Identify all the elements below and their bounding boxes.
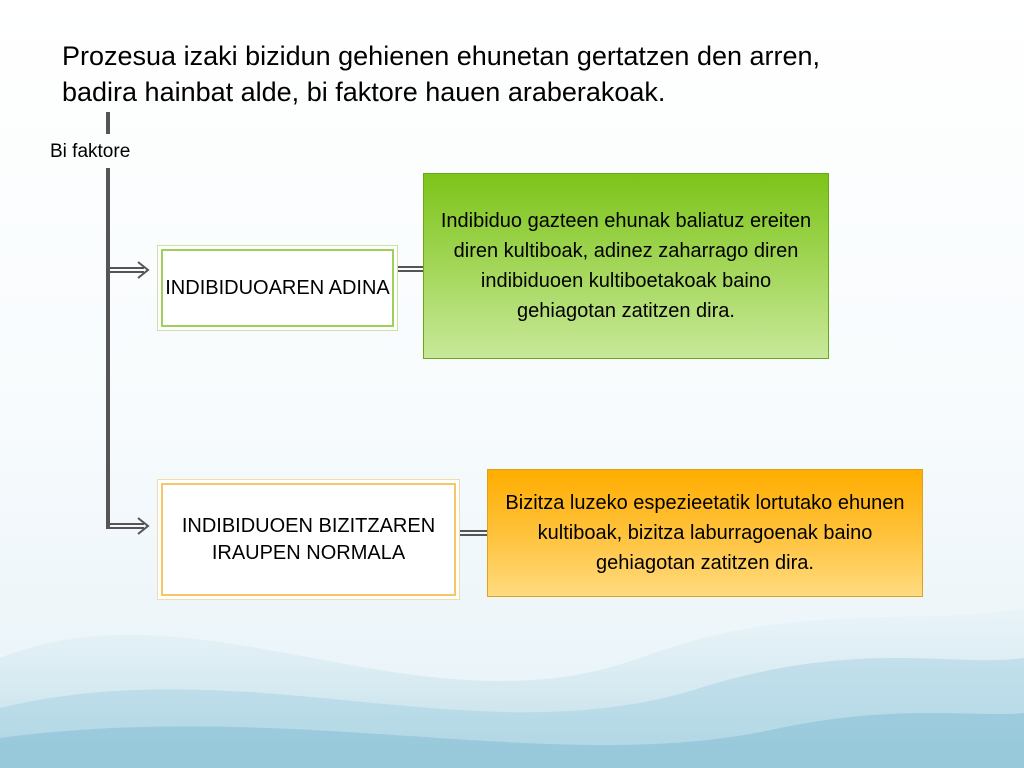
description-box-lifespan (487, 469, 923, 597)
factor-box-lifespan (161, 483, 456, 596)
factor-label-age: INDIBIDUOAREN ADINA (165, 276, 390, 299)
arrow-head-first (138, 262, 148, 278)
factor-box-age (161, 249, 394, 327)
description-text-age: Indibiduo gazteen ehunak baliatuz ereiten diren kultiboak, adinez zaharrago diren indibiduoen kultiboetakoak baino gehiagotan zatitzen dira. (440, 210, 812, 322)
description-box-age (423, 173, 829, 359)
slide-title: Prozesua izaki bizidun gehienen ehunetan gertatzen den arren, badira hainbat alde, bi faktore hauen araberakoak. (62, 41, 821, 107)
description-text-lifespan: Bizitza luzeko espezieetatik lortutako ehunen kultiboak, bizitza laburragoenak baino gehiagotan zatitzen dira. (505, 492, 905, 574)
arrow-head-second (138, 518, 148, 534)
root-label: Bi faktore (50, 141, 131, 162)
factor-label-lifespan: INDIBIDUOEN BIZITZAREN IRAUPEN NORMALA (181, 514, 436, 564)
